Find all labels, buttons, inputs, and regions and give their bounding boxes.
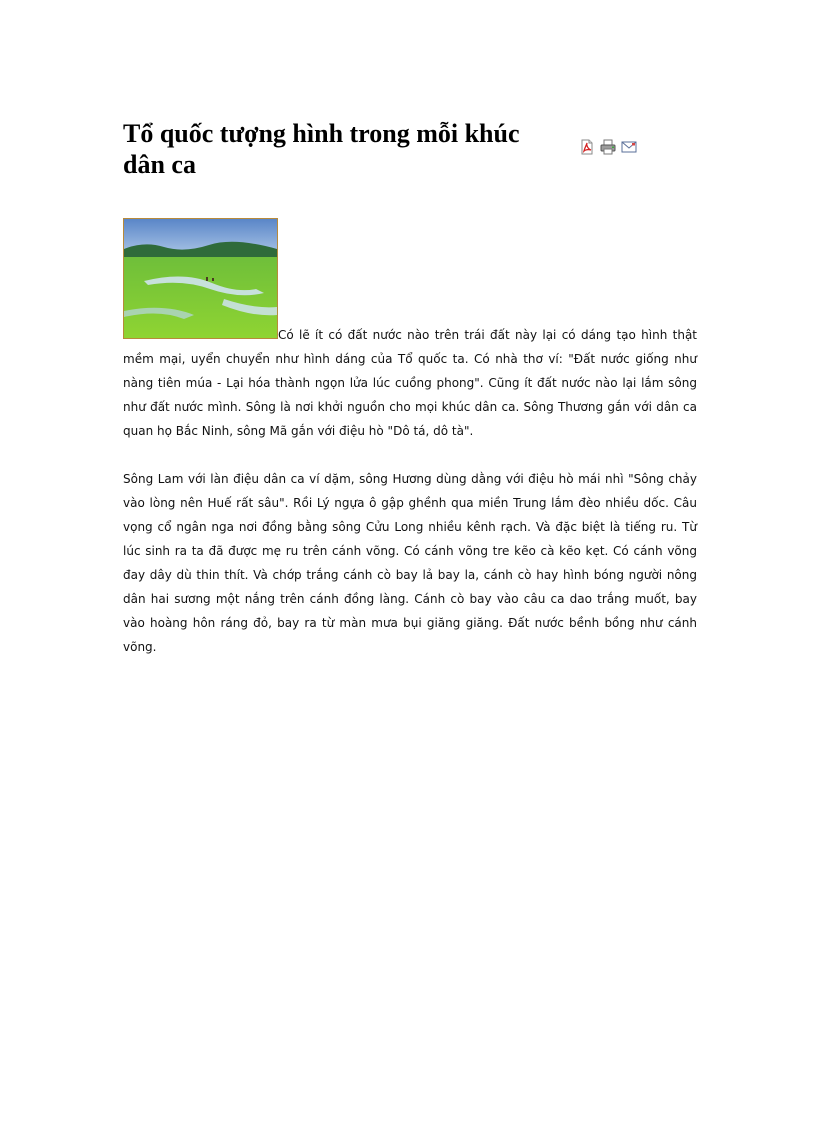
article-paragraph — [123, 218, 697, 443]
article-title: Tổ quốc tượng hình trong mỗi khúc dân ca — [123, 119, 520, 179]
paragraph-text: Có lẽ ít có đất nước nào trên trái đất này lại có dáng tạo hình thật mềm mại, uyển chuyển như hình dáng của Tổ quốc ta. Có nhà thơ ví: "Đất nước giống như nàng tiên múa - Lại hóa thành ngọn lửa lúc cuồng phong". Cũng ít đất nước nào lại lắm sông như đất nước mình. Sông là nơi khởi nguồn cho mọi khúc dân ca. Sông Thương gắn với dân ca quan họ Bắc Ninh, sông Mã gắn với điệu hò "Dô tá, dô tà". — [123, 328, 697, 438]
rice-field-photo — [123, 218, 278, 339]
pdf-icon[interactable] — [579, 139, 595, 155]
printer-icon[interactable] — [600, 139, 616, 155]
article-tools — [579, 139, 637, 155]
article — [123, 118, 697, 659]
email-icon[interactable] — [621, 139, 637, 155]
paragraph-gap — [123, 443, 697, 467]
article-body — [123, 218, 697, 659]
article-header — [123, 118, 697, 218]
article-paragraph: Sông Lam với làn điệu dân ca ví dặm, sông Hương dùng dằng với điệu hò mái nhì "Sông chảy vào lòng nên Huế rất sâu". Rồi Lý ngựa ô gập ghềnh qua miền Trung lắm đèo nhiều dốc. Câu vọng cổ ngân nga nơi đồng bằng sông Cửu Long nhiều kênh rạch. Và đặc biệt là tiếng ru. Từ lúc sinh ra ta đã được mẹ ru trên cánh võng. Có cánh võng tre kẽo cà kẽo kẹt. Có cánh võng đay dây dù thin thít. Và chớp trắng cánh cò bay lả bay la, cánh cò hay hình bóng người nông dân hai sương một nắng trên cánh đồng làng. Cánh cò bay vào câu ca dao trắng muốt, bay vào hoàng hôn ráng đỏ, bay ra từ màn mưa bụi giăng giăng. Đất nước bềnh bồng như cánh võng. — [123, 472, 697, 654]
